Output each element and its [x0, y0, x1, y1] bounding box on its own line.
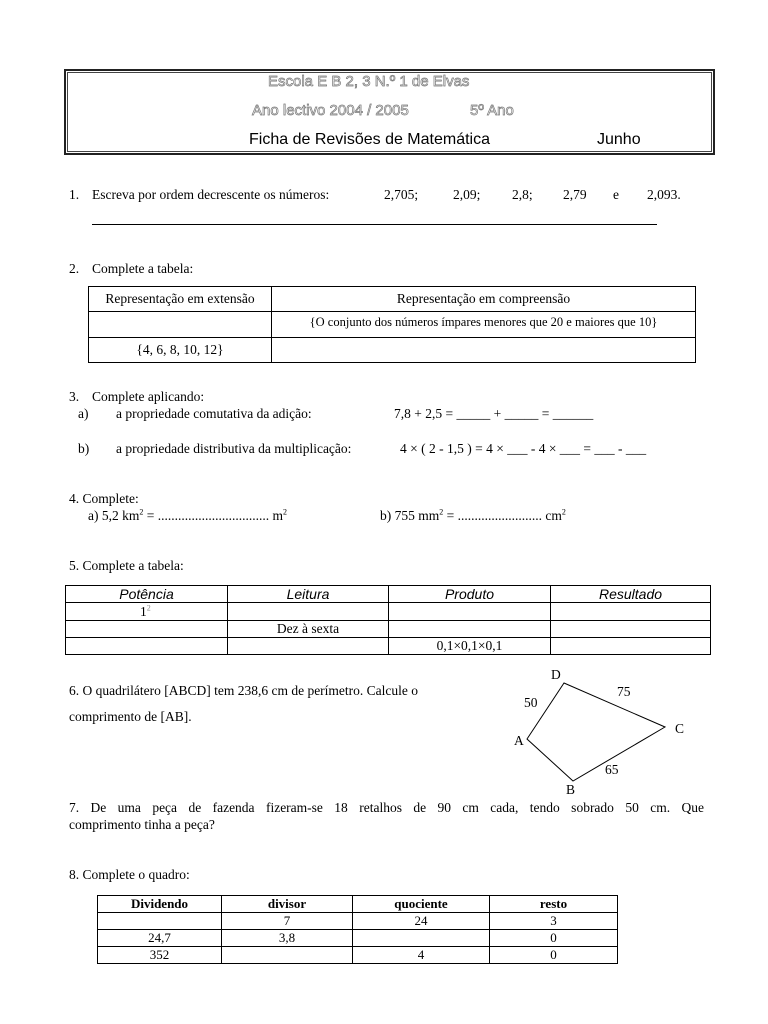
q4a-mid: = ................................. m [143, 508, 283, 523]
q8-header-quociente: quociente [353, 896, 490, 913]
q2-cell-extension-even: {4, 6, 8, 10, 12} [89, 338, 272, 363]
q1-num-5: 2,093. [647, 187, 681, 202]
worksheet-title: Ficha de Revisões de Matemática [249, 131, 490, 148]
q8-r3-quociente: 4 [353, 947, 490, 964]
vertex-c-label: C [675, 721, 685, 736]
q8-title: 8. Complete o quadro: [69, 867, 190, 882]
q5-cell-potencia-2[interactable] [66, 621, 228, 638]
q2-cell-comprehension-empty[interactable] [272, 338, 696, 363]
q2-header-comprehension: Representação em compreensão [272, 287, 696, 312]
q4b-pre: b) 755 mm [380, 508, 440, 523]
q8-r2-quociente[interactable] [353, 930, 490, 947]
q5-cell-leitura-2: Dez à sexta [228, 621, 389, 638]
q5-cell-produto-1[interactable] [389, 603, 551, 621]
q5-header-leitura: Leitura [228, 586, 389, 603]
q8-r2-dividendo: 24,7 [98, 930, 222, 947]
q3a-label: a) [78, 406, 89, 421]
school-year: Ano lectivo 2004 / 2005 [252, 102, 409, 119]
q5-table [65, 585, 711, 655]
side-ad-label: 50 [524, 695, 538, 710]
q3a-expression[interactable]: 7,8 + 2,5 = _____ + _____ = ______ [394, 406, 594, 421]
vertex-d-label: D [551, 667, 561, 682]
q1-num-and: e [613, 187, 619, 202]
q5-exponent: 2 [146, 603, 151, 612]
q5-base: 1 [140, 603, 147, 619]
side-bc-label: 65 [605, 762, 619, 777]
q3b-label: b) [78, 441, 90, 456]
grade: 5º Ano [470, 102, 514, 119]
q5-cell-resultado-1[interactable] [551, 603, 711, 621]
q4a-pre: a) 5,2 km [88, 508, 140, 523]
q5-cell-leitura-3[interactable] [228, 638, 389, 655]
q6-text-line1: 6. O quadrilátero [ABCD] tem 238,6 cm de perímetro. Calcule o [69, 683, 419, 698]
q5-cell-potencia-3[interactable] [66, 638, 228, 655]
q8-header-divisor: divisor [222, 896, 353, 913]
q4b-sup2: 2 [561, 507, 566, 517]
q2-number: 2. [69, 261, 80, 276]
worksheet-month: Junho [597, 131, 641, 148]
q4b-expression[interactable] [380, 508, 566, 524]
q5-cell-potencia-1 [66, 603, 228, 621]
q5-header-resultado: Resultado [551, 586, 711, 603]
q8-r1-dividendo[interactable] [98, 913, 222, 930]
q2-text: Complete a tabela: [92, 261, 194, 276]
q3a-text: a propriedade comutativa da adição: [116, 406, 312, 421]
q5-cell-produto-3: 0,1×0,1×0,1 [389, 638, 551, 655]
q1-num-4: 2,79 [563, 187, 587, 202]
q5-cell-leitura-1[interactable] [228, 603, 389, 621]
q5-title: 5. Complete a tabela: [69, 558, 184, 573]
q4a-sup: 2 [139, 507, 144, 517]
q2-cell-comprehension-odd: {O conjunto dos números ímpares menores que 20 e maiores que 10} [272, 312, 696, 338]
q8-table [97, 895, 618, 964]
vertex-a-label: A [514, 733, 524, 748]
q2-table [88, 286, 696, 363]
q8-header-resto: resto [490, 896, 618, 913]
q5-cell-produto-2[interactable] [389, 621, 551, 638]
q8-r2-resto: 0 [490, 930, 618, 947]
q8-r3-divisor[interactable] [222, 947, 353, 964]
q1-num-2: 2,09; [453, 187, 481, 202]
q3-text: Complete aplicando: [92, 389, 205, 404]
q4a-sup2: 2 [283, 507, 287, 517]
q8-r3-resto: 0 [490, 947, 618, 964]
q8-header-dividendo: Dividendo [98, 896, 222, 913]
q5-cell-resultado-3[interactable] [551, 638, 711, 655]
q4a-expression[interactable] [88, 508, 287, 524]
quadrilateral-shape [527, 683, 665, 781]
q1-number: 1. [69, 187, 80, 202]
q6-text-line2: comprimento de [AB]. [69, 709, 192, 724]
side-dc-label: 75 [617, 684, 631, 699]
q1-num-3: 2,8; [512, 187, 533, 202]
q3b-text: a propriedade distributiva da multiplicação: [116, 441, 352, 456]
q4b-mid: = ......................... cm [443, 508, 562, 523]
q1-text: Escreva por ordem decrescente os números: [92, 187, 330, 202]
q8-r2-divisor: 3,8 [222, 930, 353, 947]
q3-number: 3. [69, 389, 80, 404]
q4-title: 4. Complete: [69, 491, 139, 506]
q7-text-line1: 7. De uma peça de fazenda fizeram-se 18 retalhos de 90 cm cada, tendo sobrado 50 cm. Que [69, 800, 704, 815]
q7-text-line2: comprimento tinha a peça? [69, 817, 215, 832]
q2-cell-extension-empty[interactable] [89, 312, 272, 338]
q8-r3-dividendo: 352 [98, 947, 222, 964]
q3b-expression[interactable]: 4 × ( 2 - 1,5 ) = 4 × ___ - 4 × ___ = ___ - ___ [400, 441, 647, 456]
q2-header-extension: Representação em extensão [89, 287, 272, 312]
q5-header-potencia: Potência [66, 586, 228, 603]
q8-r1-divisor: 7 [222, 913, 353, 930]
q4b-sup: 2 [439, 507, 444, 517]
q5-cell-resultado-2[interactable] [551, 621, 711, 638]
q5-header-produto: Produto [389, 586, 551, 603]
q1-answer-line[interactable] [92, 224, 657, 225]
q1-num-1: 2,705; [384, 187, 419, 202]
vertex-b-label: B [566, 782, 576, 797]
quadrilateral-diagram [500, 660, 700, 800]
q8-r1-quociente: 24 [353, 913, 490, 930]
q8-r1-resto: 3 [490, 913, 618, 930]
school-name: Escola E B 2, 3 N.º 1 de Elvas [268, 73, 470, 90]
